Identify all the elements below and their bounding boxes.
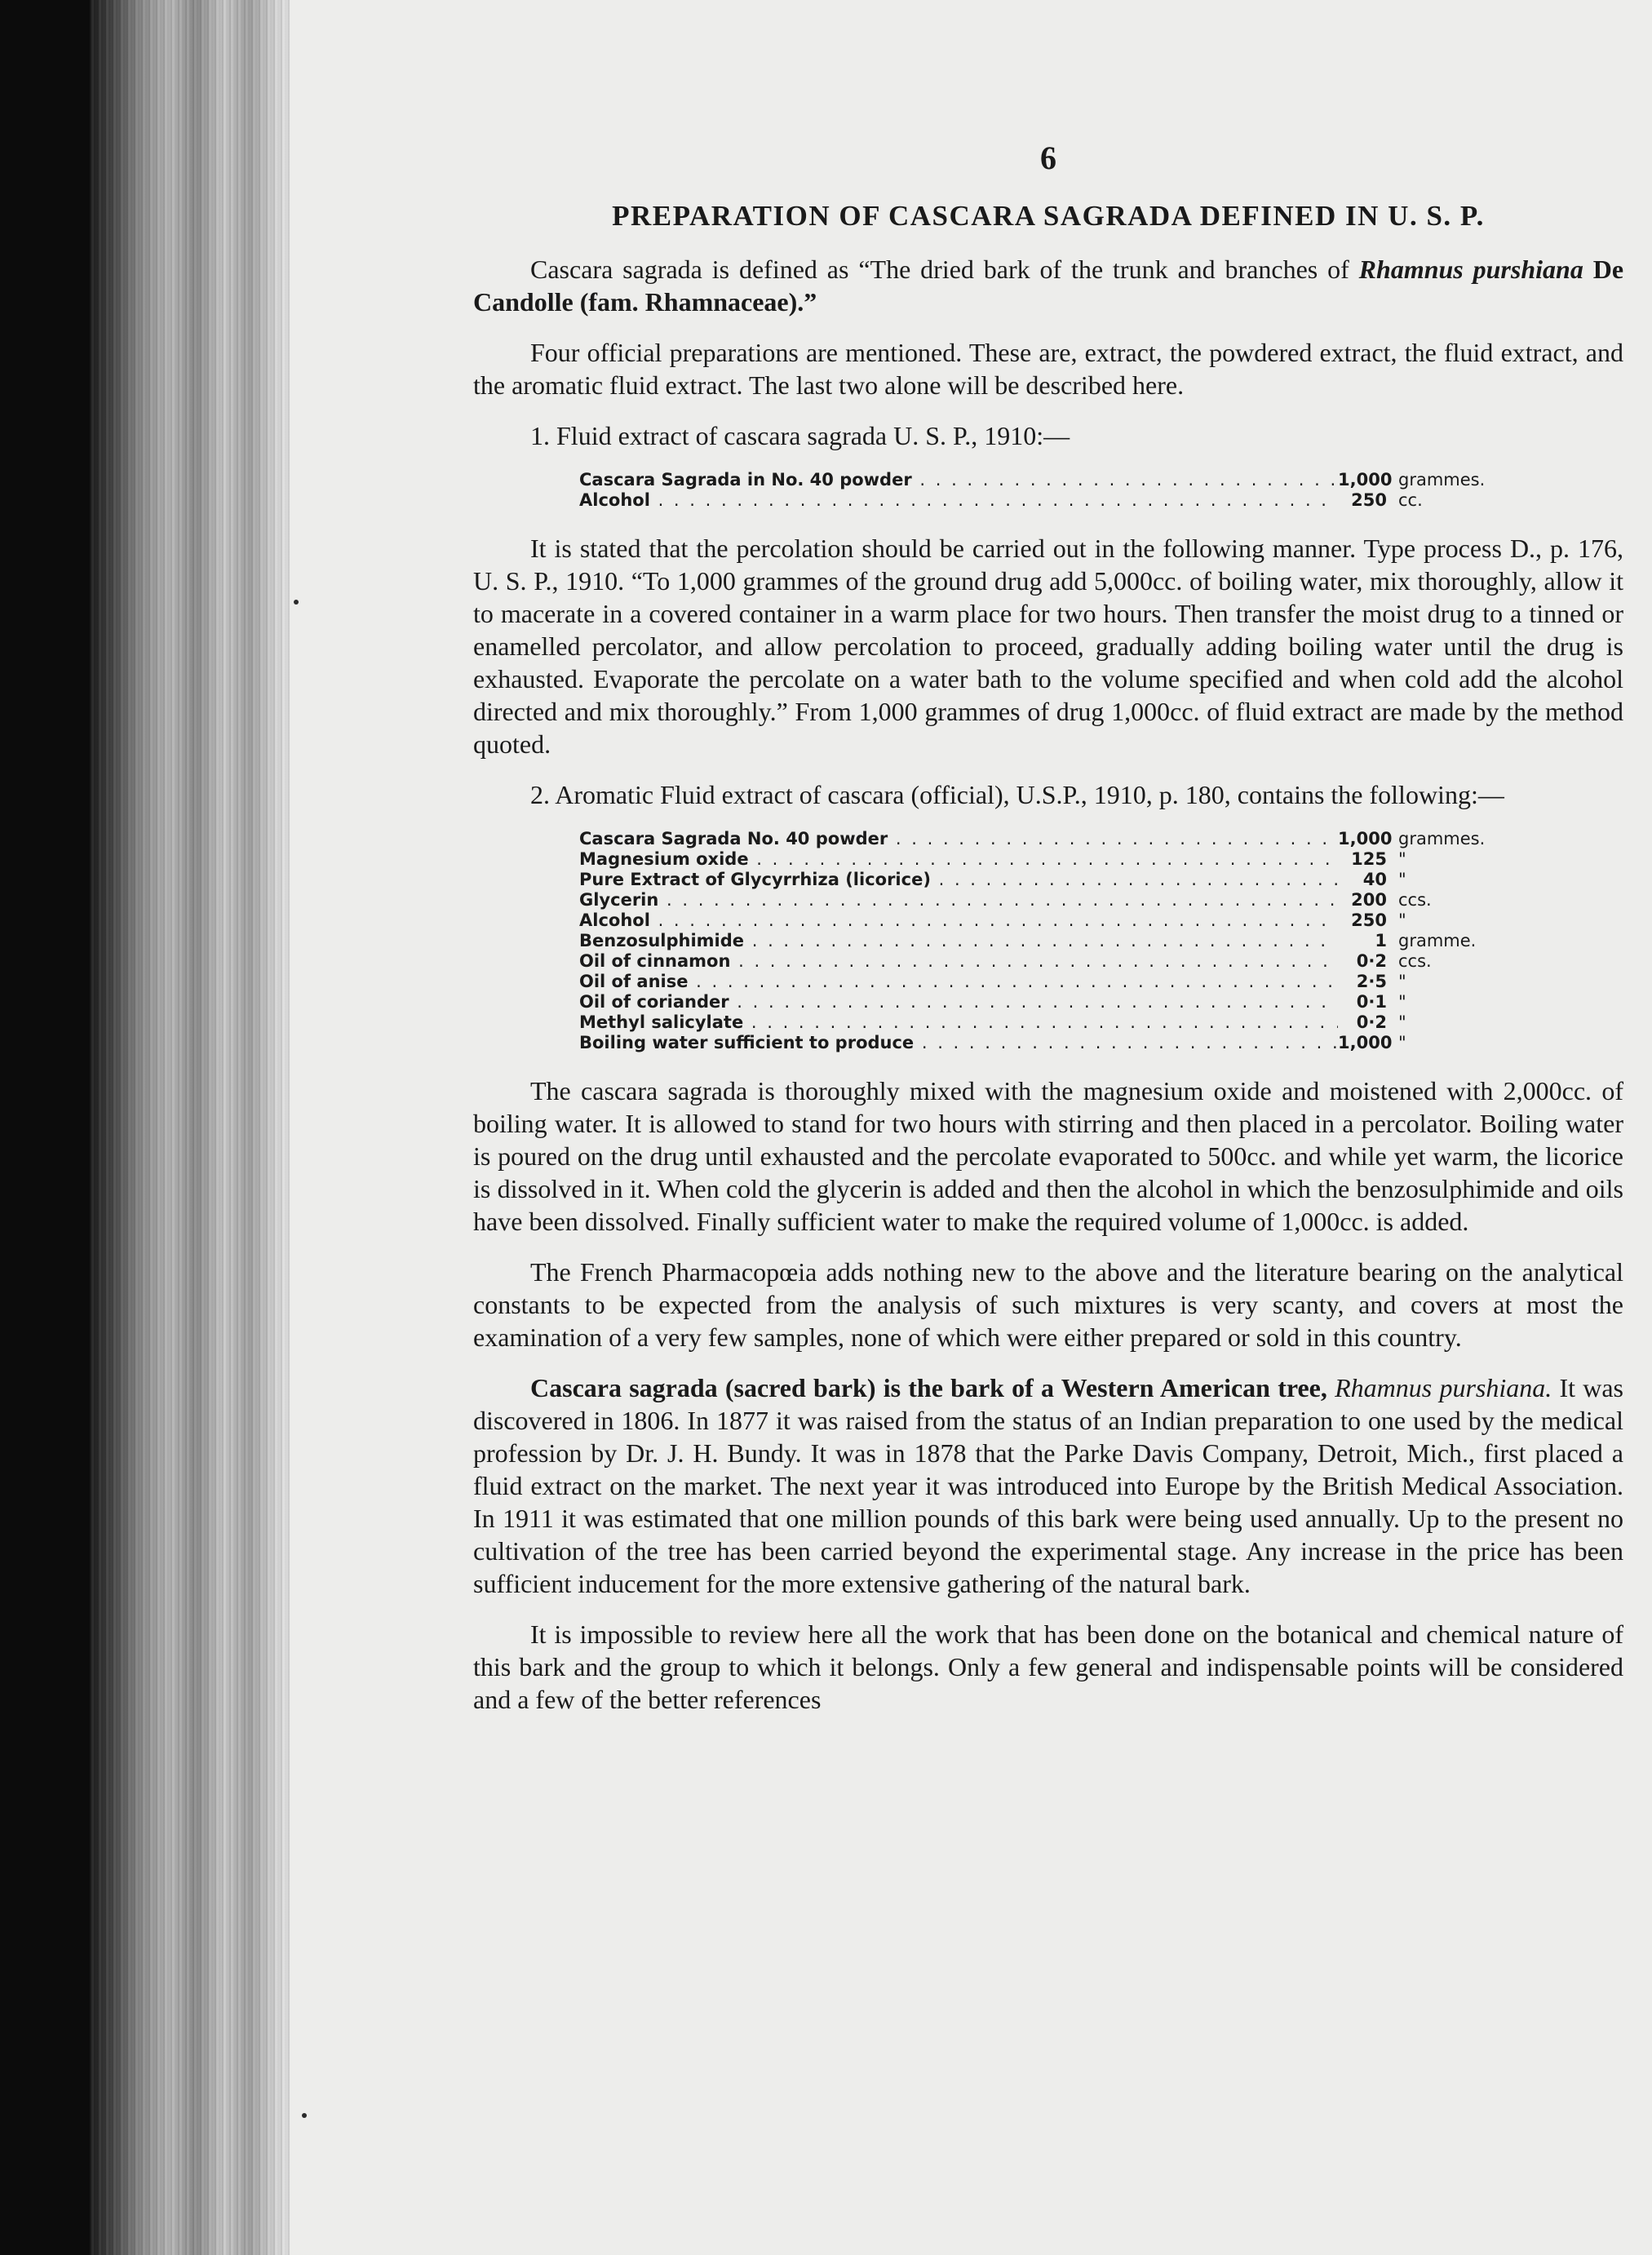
paragraph-mixing-procedure: The cascara sagrada is thoroughly mixed with the magnesium oxide and moistened with 2,000cc. of boiling water. It is allowed to stand for two hours with stirring and then placed in a percolator. Boiling water is poured on the drug until exhausted and the percolate evaporated to 500cc. and while yet warm, the licorice is dissolved in it. When cold the glycerin is added and then the alcohol in which the benzosulphimide and oils have been dissolved. Finally sufficient water to make the required volume of 1,000cc. is added. — [473, 1076, 1623, 1236]
ingredient-quantity: 200 — [1351, 890, 1387, 910]
formula-fluid-extract — [473, 470, 1623, 511]
paragraph-sacred-bark — [473, 1371, 1623, 1600]
formula-row — [579, 992, 1623, 1012]
ingredient-unit: ccs. — [1398, 890, 1432, 910]
paragraph-definition — [473, 253, 1623, 318]
paragraph-percolation: It is stated that the percolation should be carried out in the following manner. Type process D., p. 176, U. S. P., 1910. “To 1,000 grammes of the ground drug add 5,000cc. of boiling water, mix thoroughly, allow it to macerate in a covered container in a warm place for two hours. Then transfer the moist drug to a tinned or enamelled percolator, and allow percolation to proceed, gradually adding boiling water until the drug is exhausted. Evaporate the percolate on a water bath to the volume specified and when cold add the alcohol directed and mix thoroughly.” From 1,000 grammes of drug 1,000cc. of fluid extract are made by the method quoted. — [473, 534, 1623, 759]
formula-row — [579, 1012, 1623, 1033]
species-name: Rhamnus purshiana. — [1335, 1373, 1552, 1402]
ingredient-name: Benzosulphimide . . . — [579, 931, 1338, 951]
ingredient-name: Oil of cinnamon . . . — [579, 951, 1338, 972]
ingredient-quantity: 0·1 — [1356, 992, 1387, 1012]
item-fluid-extract: 1. Fluid extract of cascara sagrada U. S. P., 1910:— — [530, 421, 1070, 450]
ingredient-name: Oil of coriander . . . — [579, 992, 1338, 1012]
species-name: Rhamnus purshiana — [1358, 255, 1583, 284]
book-binding-gutter — [90, 0, 294, 2255]
ingredient-quantity: 250 — [1351, 910, 1387, 930]
ingredient-unit: " — [1398, 992, 1406, 1012]
ingredient-unit: " — [1398, 870, 1406, 889]
formula-row — [579, 890, 1623, 910]
scan-speck — [302, 2113, 307, 2118]
paragraph-french-pharmacopoeia: The French Pharmacopœia adds nothing new to the above and the literature bearing on the analytical constants to be expected from the analysis of such mixtures is very scanty, and covers at most the examination of a very few samples, none of which were either prepared or sold in this country. — [473, 1257, 1623, 1352]
ingredient-name: Cascara Sagrada in No. 40 powder . . . — [579, 470, 1338, 490]
ingredient-unit: ccs. — [1398, 951, 1432, 971]
item-aromatic-fluid-extract: 2. Aromatic Fluid extract of cascara (official), U.S.P., 1910, p. 180, contains the following:— — [530, 780, 1504, 809]
paragraph-official-preparations: Four official preparations are mentioned. These are, extract, the powdered extract, the fluid extract, and the aromatic fluid extract. The last two alone will be described here. — [473, 338, 1623, 400]
ingredient-quantity: 1 — [1375, 931, 1387, 950]
paragraph-review: It is impossible to review here all the work that has been done on the botanical and chemical nature of this bark and the group to which it belongs. Only a few general and indispensable points will be considered and a few of the better references — [473, 1619, 1623, 1714]
ingredient-unit: " — [1398, 1012, 1406, 1032]
formula-row — [579, 972, 1623, 992]
formula-row — [579, 951, 1623, 972]
ingredient-name: Alcohol . . . — [579, 910, 1338, 931]
formula-row — [579, 870, 1623, 890]
ingredient-name: Alcohol . . . — [579, 490, 1338, 511]
ingredient-name: Magnesium oxide . . . — [579, 849, 1338, 870]
ingredient-quantity: 1,000 — [1338, 829, 1393, 848]
ingredient-unit: gramme. — [1398, 931, 1477, 950]
ingredient-unit: " — [1398, 849, 1406, 869]
page-title: PREPARATION OF CASCARA SAGRADA DEFINED IN U. S. P. — [612, 200, 1485, 232]
ingredient-quantity: 250 — [1351, 490, 1387, 510]
ingredient-name: Pure Extract of Glycyrrhiza (licorice) . . . — [579, 870, 1338, 890]
definition-text: Cascara sagrada is defined as “The dried bark of the trunk and branches of — [530, 255, 1359, 284]
ingredient-name: Glycerin . . . — [579, 890, 1338, 910]
formula-row — [579, 849, 1623, 870]
ingredient-quantity: 1,000 — [1338, 1033, 1393, 1052]
ingredient-name: Boiling water sufficient to produce . . . — [579, 1033, 1338, 1053]
ingredient-unit: " — [1398, 910, 1406, 930]
formula-row — [579, 910, 1623, 931]
ingredient-unit: grammes. — [1398, 470, 1486, 490]
ingredient-name: Methyl salicylate . . . — [579, 1012, 1338, 1033]
sacred-bark-history: It was discovered in 1806. In 1877 it was raised from the status of an Indian preparation to one used by the medical profession by Dr. J. H. Bundy. It was in 1878 that the Parke Davis Company, Detroit, Mich., first placed a fluid extract on the market. The next year it was introduced into Europe by the British Medical Association. In 1911 it was estimated that one million pounds of this bark were being used annually. Up to the present no cultivation of the tree has been carried beyond the experimental stage. Any increase in the price has been sufficient inducement for the more extensive gathering of the natural bark. — [473, 1373, 1624, 1598]
ingredient-unit: " — [1398, 1033, 1406, 1052]
ingredient-quantity: 0·2 — [1356, 951, 1387, 971]
body-text — [473, 253, 1623, 1734]
formula-row — [579, 931, 1623, 951]
sacred-bark-lead: Cascara sagrada (sacred bark) is the bark of a Western American tree, — [530, 1373, 1335, 1402]
ingredient-quantity: 125 — [1351, 849, 1387, 869]
ingredient-quantity: 2·5 — [1356, 972, 1387, 991]
formula-aromatic-extract — [473, 829, 1623, 1053]
ingredient-name: Cascara Sagrada No. 40 powder . . . — [579, 829, 1338, 849]
ingredient-name: Oil of anise . . . — [579, 972, 1338, 992]
scan-speck — [294, 600, 299, 605]
ingredient-unit: grammes. — [1398, 829, 1486, 848]
formula-row — [579, 490, 1623, 511]
formula-row — [579, 470, 1623, 490]
ingredient-unit: " — [1398, 972, 1406, 991]
formula-row — [579, 829, 1623, 849]
ingredient-quantity: 1,000 — [1338, 470, 1393, 490]
ingredient-unit: cc. — [1398, 490, 1423, 510]
ingredient-quantity: 0·2 — [1356, 1012, 1387, 1032]
definition-authority: De Candolle (fam. Rhamnaceae).” — [473, 255, 1624, 317]
page-number: 6 — [1040, 140, 1056, 176]
ingredient-quantity: 40 — [1362, 870, 1387, 889]
document-page — [290, 0, 1652, 2255]
formula-row — [579, 1033, 1623, 1053]
